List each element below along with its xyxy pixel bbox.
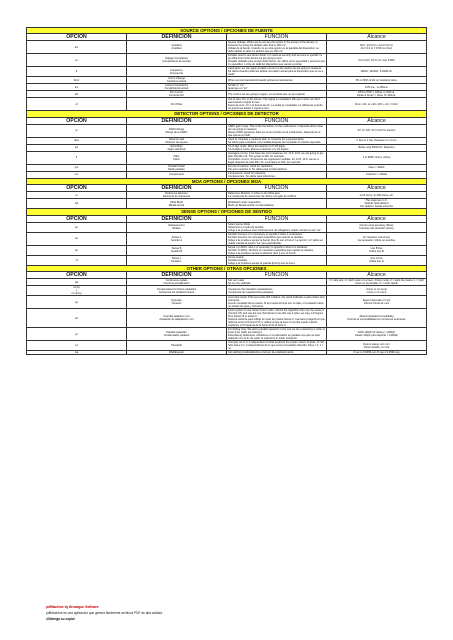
header-definition: DEFINICIÓN [127,215,227,222]
range-cell: Adds 100pF for debug = 1000pF Añade 100pF para depurar = 1000pF [327,328,427,341]
option-cell: wa [27,351,127,355]
option-cell: of [27,98,127,111]
table-row [27,41,427,54]
range-cell: 128Hz, 1024Hz, & 8182 Hz. [327,67,427,77]
column-header-row [27,34,427,41]
range-cell: 1 to 9999 mmms. (slow) [327,151,427,164]
header-option: OPCIÓN [27,117,127,124]
footer [46,604,163,622]
function-cell: When we test transistors/Cuando probamos transistores [227,77,327,84]
header-function: FUNCIÓN [227,272,327,279]
definition-cell: Enhancement Realce [127,222,227,232]
table-row [27,171,427,178]
option-cell: comp y no comp [27,286,127,296]
option-cell: ilimit [27,77,127,84]
range-cell: Comp or no comp Comp o no comp [327,286,427,296]
footer-brand: pdfMachine by Broadgun Software [46,605,99,609]
table-row [27,222,427,232]
definition-cell: DC Current Corriente DC [127,91,227,98]
column-header-row [27,117,427,124]
header-function: FUNCIÓN [227,34,327,41]
function-cell: Select sense Mode Seleccione el modo de sentido Indujo a la prueba a usar enhancement. Es obligatorio usarlo cuando se use "sa" [227,222,327,232]
option-cell: fr [27,67,127,77]
options-sheet [26,27,427,355]
table-row [27,192,427,199]
definition-cell: Sense A Sentido A [127,232,227,245]
header-function: FUNCIÓN [227,185,327,192]
option-cell: en [27,222,127,232]
range-cell: Forces more accuracy (Slow) Fuerzas más precisión (lento) [327,222,427,232]
option-cell: op [27,296,127,309]
range-cell: 0-05 ma., 1+150ma. [327,84,427,91]
header-range: Alcance [327,34,427,41]
section-title: DETECTOR OPTIONS / OPCIONES DE DETECTOR [27,111,427,117]
header-range: Alcance [327,185,427,192]
table-row [27,91,427,98]
header-function: FUNCIÓN [227,117,327,124]
table-row [27,328,427,341]
option-cell: co [27,54,127,67]
header-range: Alcance [327,215,427,222]
option-cell: sb [27,245,127,255]
range-cell: Better resp 50/60 Hz. Rejection [327,144,427,151]
table-row [27,232,427,245]
option-cell: fi [27,151,127,164]
function-cell: Set settling time/Establezca el tiempo de establecimiento [227,351,327,355]
table-row [27,67,427,77]
table-row [27,137,427,144]
header-range: Alcance [327,272,427,279]
table-row [27,286,427,296]
function-cell: Similar to "co" Igual que en "co" [227,84,327,91]
range-cell: 0 sec to 9.9999 sec /0 seg a 9.9999 seg [327,351,427,355]
header-definition: DEFINICIÓN [127,34,227,41]
definition-cell: Sense L Sentido L [127,255,227,265]
option-cell: sa [27,232,127,245]
option-cell: ar [27,124,127,137]
function-cell: Sense Guard Sentido Guardia Indujo a la prueba a sensar la guarda (bus G) con el bus L. [227,255,327,265]
definition-cell: Components [127,171,227,178]
header-option: OPCIÓN [27,185,127,192]
definition-cell: Voltage Compliance Cumplimiento de tensión [127,54,227,67]
table-row [27,54,427,67]
option-cell: idc [27,91,127,98]
range-cell: 0 = skip test, 1= (def) meter on screen, 0=fast mode, 0 = salto de prueba, 1 = (def) metro en la pantalla, 0 = modo rápido [327,279,427,286]
function-cell: ASRU gain range: This is like the button on the multimeters, it depends about what are we going to measure. Rango ASRU ganancia: Esto es como el botón de la multímetros, depende de lo que vamos a medir. [227,124,327,137]
definition-cell: Amplitud Amplitud [127,41,227,54]
range-cell: Allows backward compatibility Permite la compatibilidad con versiones anteriores [327,309,427,328]
column-header-row [27,215,427,222]
function-cell: Used to complete a measure after to complete the expected delay. Se utiliza para completar una medida después de completar el retardo esperado. [227,137,327,144]
definition-cell: Override adaptive mmt Anulación de adaptación mmt [127,309,227,328]
option-cell: pc [27,328,127,341]
function-cell: For Debug Only. We add a parallel capacitor to the one we are measuring in order to know if we really are testing it. Para Debug Solamente. Añadimos un condensador en paralelo a la que se está midiendo con el fin de saber si realmente lo están probando. [228,328,325,341]
function-cell: Fintable used to test Zener diode. It is used as security and we have to specific 1v. up ofthe limit of the device we are going to test. Fintable utilizado para probar diodo Zener. Se utiliza como seguridad y tenemos que 1v especifico. Límite de deEl del dispositivo que vamos a probar [228,54,325,67]
function-cell: Sense I on MOA: Also it is necessary to specific it when it is declared. Sentido Yo MOA: También es necesario especifica que cuando se declara. Indujo a la prueba a sensar el detector (bus I) con el bus B. [227,245,327,255]
function-cell: Force system to use Series II test mode. Cancel the algorithm than use the series II (Control XT) and use the one that Series II use.We use it when we copy a Program from Series III to series II. Sistema sistema para utilizar el modo de prueba Series II. Cancelar el algoritmo que utiliza la serie III (Control XT) y utilizar la que la serie II uso.We usarlo cuando copiamos un Programa de la Serie III de la serie II. [228,309,325,328]
range-cell: Report Opposite of mmt Informe frente de mmt [327,296,427,309]
definition-cell: Frequency Frecuencia [127,67,227,77]
table-row [27,255,427,265]
table-row [27,245,427,255]
column-header-row [27,185,427,192]
definition-cell: Parallel Model Modo paralelo [127,164,227,171]
header-option: OPCIÓN [27,215,127,222]
footer-line2: ¡Obtenga su copia! [46,617,75,621]
table-row [27,151,427,164]
option-cell: pm [27,164,127,171]
options-table [26,27,427,355]
table-row [27,77,427,84]
definition-cell: Opposite Opuesto [127,296,227,309]
column-header-row [27,272,427,279]
range-cell: Inductors = 100uH [327,171,427,178]
range-cell: 5% to 50% of Idc on transistor tests. [327,77,427,84]
definition-cell: Extra Digit Dígito adicional [127,144,227,151]
function-cell: Just give me 0 or 1 independent of what would be the system result. 0=pass, 1= fail Sólo dame 0 o 1 independiente de lo que sería el resultado obtenido. Pass = 0, 1 = no [227,341,327,351]
header-definition: DEFINICIÓN [127,117,227,124]
option-cell: dwa [27,137,127,144]
section-title: MOA OPTIONS / OPCIONES MOA [27,178,427,184]
function-cell: Used when we can apply an alarm current to the device we are going to measure. Se utiliza cuando podemos aplicar una alarm actual para el dispositivo que se va a medir. [227,67,327,77]
option-cell: sl [27,255,127,265]
section-title: SOURCE OPTIONS / OPCIONES DE FUENTE [27,28,427,34]
option-cell: pf [27,341,127,351]
definition-cell: Compensates for fixture parasitics Compensa los parásitos fixture [127,286,227,296]
option-cell: re [27,192,127,199]
header-function: FUNCIÓN [227,215,327,222]
function-cell: Source Voltage: When we do not see this option in the screen of the device, is because the using the default valor that is 100 mV. Voltaje de la fuente: Cuando no se esta opción en la pantalla del dispositivo, se debe utilizar el valor li a defecto que es 100 mV. [227,41,327,54]
header-definition: DEFINICIÓN [127,185,227,192]
function-cell: Out of zero: DC or AC source. The signal is modulated. We use it when we don't want tostart a signal at zero. Fuera de cero: CC o la fuente de AC. La señal es modulada. Lo utilizamos cuando no queremos tostart a signal a cero. [227,98,327,111]
range-cell: Caps = 100uF [327,164,427,171]
table-row [27,279,427,286]
table-row [27,341,427,351]
option-cell: ed [27,144,127,151]
definition-cell: Reference Element Elemento de referencia [127,192,227,199]
definition-cell: Detector wait Detector de espera [127,137,227,144]
option-cell: wb [27,199,127,209]
table-row [27,351,427,355]
header-range: Alcance [327,117,427,124]
option-cell: ad [27,279,127,286]
options-table-body [27,28,427,355]
table-row [27,296,427,309]
function-cell: Wideband mode: Capacitors. Modo de Banda ancha: Condensadores [227,199,327,209]
header-definition: DEFINICIÓN [127,272,227,279]
definition-cell: Filter Filtrar [127,151,227,164]
table-row [27,199,427,209]
range-cell: En required. Use A bus Es necesario. Utilice un autobús [327,232,427,245]
definition-cell: Wait/Esperar [127,351,227,355]
range-cell: NPN o PNP = 100ua. to 100ma. Diode & Zener = 10ua. To 100ma. [327,91,427,98]
function-cell: For low Z reactive: Used for capacitors. Por poco reactivo Z: Se utiliza para condensadores [227,164,327,171]
table-row [27,124,427,137]
range-cell: 0V. To 10V, 0V to 10V for Zeners [327,124,427,137]
function-cell: Invert test result. If the test ends with a failure, the result indicates a pass status and viceversa. Invertir resultado de la prueba. Si la prueba termina con un fallo, el resultado indica un estado de pase y viceversa. [227,296,327,309]
header-option: OPCIÓN [27,34,127,41]
range-cell: Return status, not mmt Volver estado, no mmt [327,341,427,351]
table-row [27,144,427,151]
definition-cell: Parallel Capacitor Condensador paralelo [127,328,227,341]
definition-cell: ASRU Range Rango de la ASRU [127,124,227,137]
option-cell: ico [27,84,127,91]
option-cell: sm [27,171,127,178]
section-title: SENSE OPTIONS / OPCIONES DE SENTIDO [27,209,427,215]
table-row [27,164,427,171]
header-option: OPCIÓN [27,272,127,279]
option-cell: am [27,41,127,54]
definition-cell: Pass/Fail [127,341,227,351]
definition-cell: Current Compliance Cumplimiento actual [127,84,227,91]
range-cell: Use G bus Utilice bus G [327,255,427,265]
range-cell: 1+10 ohms, 2+100 ohms, etc. [327,192,427,199]
function-cell: Averages mmms: If we have the next measures: 10, 11.5, 12.8, we are going to get after this filter 10. The syntax is fi20, for example. Promedios mmms: Si tenemos las siguientes medidas: 10, 11.8, 12.8, vamos a llegar después de este filtro 10. La sintaxis es fi20, por ejemplo. [227,151,327,164]
range-cell: The maximum is 6. Default: Narrowband Por defecto: banda estrecha [327,199,427,209]
table-row [27,84,427,91]
range-cell: From -10v. to +10v. (DC + AC <=10v.) [327,98,427,111]
function-cell: Not very used No es muy utilizado [227,279,327,286]
function-cell: Reference Resistor: It refers to the MOA gain. La resistencia de referencia: Se refiere a la gain de la MOA. [227,192,327,199]
definition-cell: Continuous update Continua actualización [127,279,227,286]
definition-cell: DC Offset [127,98,227,111]
function-cell: 5 1/2 digit mode: Move the detector to 5 1/2 digits. 5 1/2 dígitos modo: Mueva el detector a 5 1/2 dígitos. [227,144,327,151]
definition-cell: Wide Band Banda ancha [127,199,227,209]
section-title: OTHER OPTIONS / OTRAS OPCIONES [27,265,427,271]
function-cell: Sentido Vsource: It is necessary to specific it when it is declared. Sentido Vsource: Es necesario especifica que cuando se declara. Indujo a la prueba a sensar la fuente (bus S) con el bus A. La opción "en" debe ser usada cuando la opción "sa" sea especificada. [227,232,327,245]
function-cell: The current we are going to apply / La corriente que se va a aplicar [227,91,327,98]
definition-cell: Currnt Change Cambio la actual [127,77,227,84]
range-cell: Use B bus Utilice bus B [327,245,427,255]
range-cell: 0 Sec to 1 Sec (between on mmm) [327,137,427,144]
range-cell: DC= -10.0V to +10.0V (1mv) AC= 0.0 to 7.07Vrms (1mv) [327,41,427,54]
range-cell: 0V to 10V, 10 for Vz over 8.99V [327,54,427,67]
footer-line1: pdfMachine es una aplicación que genera fácilmente archivos PDF de alta calidad. [46,611,163,615]
table-row [27,98,427,111]
function-cell: Components: Used for inductors. Componentes: Se utiliza para inductores. [227,171,327,178]
option-cell: ovi [27,309,127,328]
definition-cell: Sense B Sentido B [127,245,227,255]
table-row [27,309,427,328]
function-cell: Compense the parasitics capacitances Compensar las capacitancias parásitas. [227,286,327,296]
